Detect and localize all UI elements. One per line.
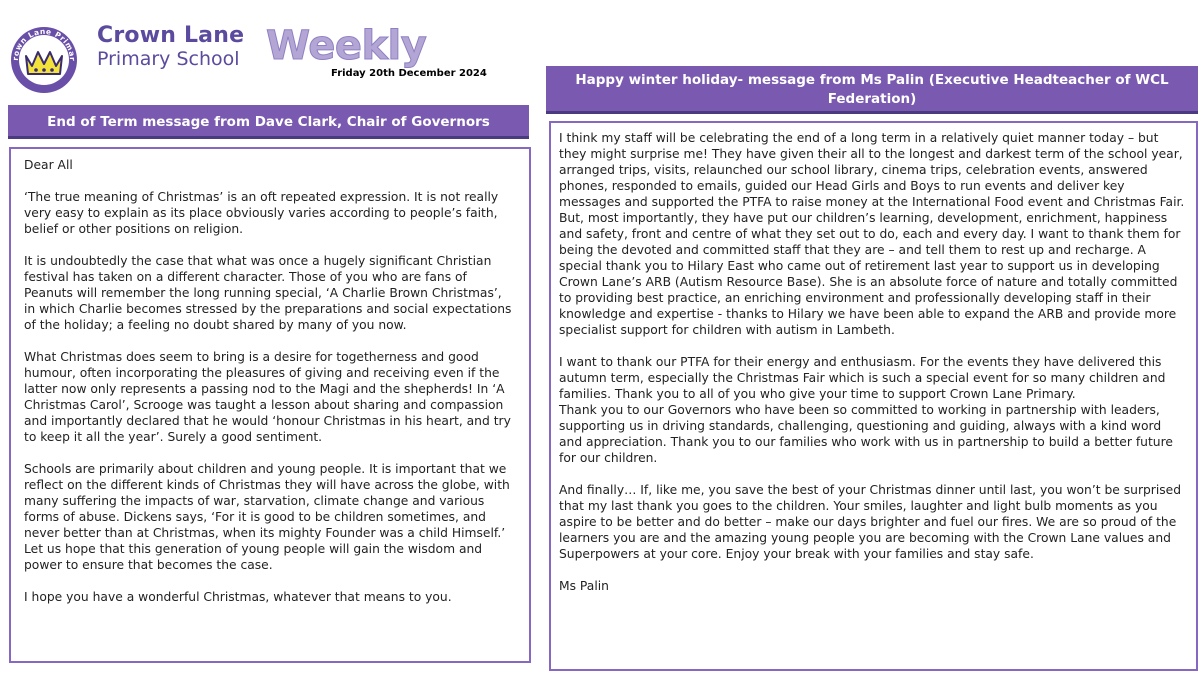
- right-section-heading: Happy winter holiday- message from Ms Palin (Executive Headteacher of WCL Federation): [546, 66, 1198, 114]
- paragraph: Schools are primarily about children and young people. It is important that we reflect on the different kinds of Christmas they will have across the globe, with many suffering the impacts of war, starvation, climate change and various forms of abuse. Dickens says, ‘For it is good to be children sometimes, and never better than at Christmas, when its mighty Founder was a child Himself.’ Let us hope that this generation of young people will gain the wisdom and power to ensure that becomes the case.: [24, 462, 510, 572]
- signoff: Ms Palin: [559, 579, 609, 593]
- paragraph: Dear All: [24, 158, 73, 172]
- governors-message-box: [9, 147, 531, 663]
- paragraph: I want to thank our PTFA for their energy and enthusiasm. For the events they have delivered this autumn term, especially the Christmas Fair which is such a special event for so many children and families. Thank you to all of you who give your time to support Crown Lane Primary.: [559, 355, 1166, 401]
- left-section-heading: End of Term message from Dave Clark, Chair of Governors: [8, 105, 529, 139]
- crown-logo-icon: [8, 20, 88, 100]
- headteacher-message-box: [549, 121, 1198, 671]
- school-logo: [8, 20, 88, 100]
- paragraph: Thank you to our Governors who have been so committed to working in partnership with leaders, supporting us in driving standards, challenging, questioning and guiding, always with a kind word and appreciation. Thank you to our families who work with us in partnership to build a better future for our children.: [559, 403, 1173, 465]
- paragraph: ‘The true meaning of Christmas’ is an oft repeated expression. It is not really very easy to explain as its place obviously varies according to people’s faith, belief or other positions on religion.: [24, 190, 499, 236]
- paragraph: I think my staff will be celebrating the end of a long term in a relatively quiet manner today – but they might surprise me! They have given their all to the longest and darkest term of the school year, arranged trips, visits, relaunched our school library, cinema trips, celebration events, answered phones, responded to emails, guided our Head Girls and Boys to run events and deliver key messages and supported the PTFA to raise money at the International Food event and Christmas Fair. But, most importantly, they have put our children’s learning, development, enrichment, happiness and safety, front and centre of what they set out to do, each and every day. I want to thank them for being the devoted and committed staff that they are – and tell them to rest up and recharge. A special thank you to Hilary East who came out of retirement last year to support us in developing Crown Lane’s ARB (Autism Resource Base). She is an absolute force of nature and totally committed to providing best practice, an enriching environment and professionally developing staff in their knowledge and expertise - thanks to Hilary we have been able to expand the ARB and provide more specialist support for children with autism in Lambeth.: [559, 131, 1185, 337]
- school-name-line1: Crown Lane: [97, 23, 245, 48]
- paragraph: And finally… If, like me, you save the best of your Christmas dinner until last, you won’t be surprised that my last thank you goes to the children. Your smiles, laughter and light bulb moments as you aspire to be better and do better – make our days brighter and fuel our fires. We are so proud of the learners you are and the amazing young people you are becoming with the Crown Lane values and Superpowers at your core. Enjoy your break with your families and stay safe.: [559, 483, 1182, 561]
- school-name: [97, 24, 244, 69]
- paragraph: What Christmas does seem to bring is a desire for togetherness and good humour, often incorporating the pleasures of giving and receiving even if the latter now only represents a passing nod to the Magi and the shepherds! In ‘A Christmas Carol’, Scrooge was taught a lesson about sharing and compassion and importantly declared that he would ‘honour Christmas in his heart, and try to keep it all the year’. Surely a good sentiment.: [24, 350, 511, 444]
- school-name-line2: Primary School: [97, 47, 240, 70]
- weekly-title: Weekly: [266, 23, 427, 69]
- newsletter-date: Friday 20th December 2024: [331, 68, 487, 79]
- paragraph: I hope you have a wonderful Christmas, whatever that means to you.: [24, 590, 452, 604]
- svg-text:Crown Lane Primary: rown Lane Primar: [10, 26, 78, 62]
- paragraph: It is undoubtedly the case that what was once a hugely significant Christian festival has taken on a different character. Those of you who are fans of Peanuts will remember the long running special, ‘A Charlie Brown Christmas’, in which Charlie becomes stressed by the preparations and social expectations of the holiday; a feeling no doubt shared by many of you now.: [24, 254, 512, 332]
